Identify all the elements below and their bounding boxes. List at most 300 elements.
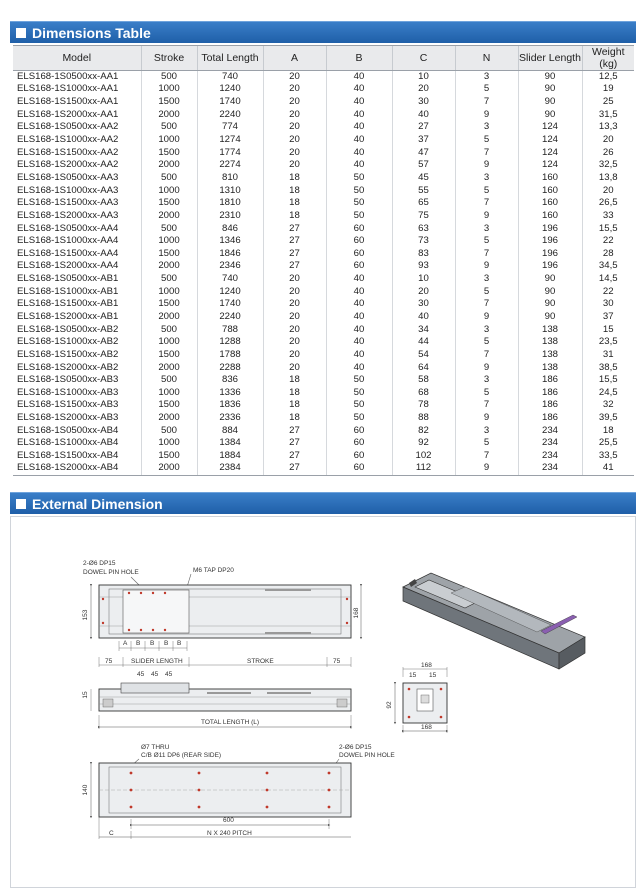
value-cell: 102 [392, 450, 455, 463]
table-body [13, 71, 634, 476]
bottom-dowel-note-1: 2-Ø6 DP15 [339, 744, 372, 751]
value-cell: 124 [518, 134, 582, 147]
table-row [13, 387, 634, 400]
value-cell: 3 [455, 374, 518, 387]
table-row [13, 121, 634, 134]
value-cell: 160 [518, 172, 582, 185]
bottom-cb-note: C/B Ø11 DP6 (REAR SIDE) [141, 752, 222, 759]
value-cell: 60 [326, 260, 392, 273]
value-cell: 90 [518, 285, 582, 298]
value-cell: 73 [392, 235, 455, 248]
model-cell: ELS168-1S1000xx-AA3 [17, 184, 119, 196]
value-cell: 3 [455, 222, 518, 235]
table-row [13, 361, 634, 374]
value-cell: 1500 [141, 197, 197, 210]
value-cell: 3 [455, 121, 518, 134]
column-header: Total Length [197, 46, 263, 71]
column-header: C [392, 46, 455, 71]
model-cell: ELS168-1S1000xx-AA1 [17, 83, 119, 95]
value-cell: 50 [326, 387, 392, 400]
value-cell: 9 [455, 260, 518, 273]
table-row [13, 349, 634, 362]
value-cell: 1500 [141, 450, 197, 463]
value-cell: 500 [141, 323, 197, 336]
value-cell: 138 [518, 349, 582, 362]
top-view [82, 560, 361, 651]
value-cell: 2240 [197, 311, 263, 324]
value-cell: 7 [455, 298, 518, 311]
value-cell: 7 [455, 450, 518, 463]
value-cell: 884 [197, 424, 263, 437]
value-cell: 50 [326, 172, 392, 185]
bottom-thru-note: Ø7 THRU [141, 744, 170, 751]
value-cell: 30 [392, 298, 455, 311]
value-cell: 63 [392, 222, 455, 235]
value-cell: 60 [326, 247, 392, 260]
isometric-view [403, 573, 585, 669]
value-cell: 60 [326, 437, 392, 450]
square-bullet-icon [16, 499, 26, 509]
value-cell: 9 [455, 361, 518, 374]
value-cell: 124 [518, 159, 582, 172]
value-cell: 9 [455, 462, 518, 475]
column-header: A [263, 46, 326, 71]
value-cell: 500 [141, 172, 197, 185]
value-cell: 60 [326, 450, 392, 463]
column-header: Model [13, 46, 141, 71]
value-cell: 26,5 [582, 197, 634, 210]
value-cell: 186 [518, 399, 582, 412]
value-cell: 90 [518, 108, 582, 121]
table-row [13, 146, 634, 159]
value-cell: 5 [455, 387, 518, 400]
model-cell: ELS168-1S1500xx-AA4 [17, 247, 119, 259]
value-cell: 60 [326, 235, 392, 248]
value-cell: 1500 [141, 146, 197, 159]
model-cell: ELS168-1S1000xx-AB1 [17, 285, 119, 297]
table-row [13, 450, 634, 463]
square-bullet-icon [16, 28, 26, 38]
model-cell: ELS168-1S1000xx-AA4 [17, 235, 119, 247]
value-cell: 7 [455, 197, 518, 210]
value-cell: 3 [455, 424, 518, 437]
value-cell: 810 [197, 172, 263, 185]
value-cell: 45 [392, 172, 455, 185]
value-cell: 40 [326, 134, 392, 147]
value-cell: 40 [326, 349, 392, 362]
value-cell: 1740 [197, 298, 263, 311]
value-cell: 500 [141, 222, 197, 235]
table-row [13, 298, 634, 311]
table-row [13, 134, 634, 147]
value-cell: 160 [518, 210, 582, 223]
table-row [13, 96, 634, 109]
table-row [13, 159, 634, 172]
value-cell: 20 [392, 285, 455, 298]
value-cell: 25 [582, 96, 634, 109]
value-cell: 50 [326, 412, 392, 425]
table-row [13, 285, 634, 298]
value-cell: 1000 [141, 83, 197, 96]
value-cell: 9 [455, 108, 518, 121]
value-cell: 1500 [141, 247, 197, 260]
value-cell: 3 [455, 273, 518, 286]
model-cell: ELS168-1S1000xx-AB2 [17, 336, 119, 348]
value-cell: 20 [263, 285, 326, 298]
value-cell: 186 [518, 387, 582, 400]
side-dim-15: 15 [82, 691, 89, 699]
value-cell: 12,5 [582, 71, 634, 84]
value-cell: 90 [518, 311, 582, 324]
model-cell: ELS168-1S1500xx-AA3 [17, 197, 119, 209]
value-cell: 50 [326, 374, 392, 387]
value-cell: 50 [326, 184, 392, 197]
value-cell: 31,5 [582, 108, 634, 121]
value-cell: 20 [263, 83, 326, 96]
value-cell: 57 [392, 159, 455, 172]
value-cell: 196 [518, 247, 582, 260]
table-row [13, 311, 634, 324]
value-cell: 10 [392, 273, 455, 286]
table-row [13, 374, 634, 387]
value-cell: 2240 [197, 108, 263, 121]
table-row [13, 260, 634, 273]
value-cell: 50 [326, 210, 392, 223]
value-cell: 40 [326, 273, 392, 286]
value-cell: 20 [263, 71, 326, 84]
model-cell: ELS168-1S2000xx-AB2 [17, 361, 119, 373]
value-cell: 13,3 [582, 121, 634, 134]
model-cell: ELS168-1S2000xx-AA3 [17, 209, 119, 221]
value-cell: 160 [518, 184, 582, 197]
column-header: Slider Length [518, 46, 582, 71]
value-cell: 2000 [141, 412, 197, 425]
value-cell: 186 [518, 412, 582, 425]
external-dimension-title: External Dimension [32, 495, 163, 512]
top-dowel-note-2: DOWEL PIN HOLE [83, 569, 139, 576]
model-cell: ELS168-1S0500xx-AA2 [17, 121, 119, 133]
value-cell: 24,5 [582, 387, 634, 400]
value-cell: 27 [263, 235, 326, 248]
value-cell: 234 [518, 424, 582, 437]
value-cell: 740 [197, 273, 263, 286]
value-cell: 60 [326, 222, 392, 235]
value-cell: 20 [263, 108, 326, 121]
value-cell: 90 [518, 96, 582, 109]
value-cell: 50 [326, 197, 392, 210]
value-cell: 60 [326, 462, 392, 475]
top-label-b-4: B [177, 640, 182, 647]
end-dim-15-1: 15 [409, 672, 417, 679]
value-cell: 32,5 [582, 159, 634, 172]
value-cell: 22 [582, 235, 634, 248]
model-cell: ELS168-1S2000xx-AA1 [17, 108, 119, 120]
model-cell: ELS168-1S2000xx-AA4 [17, 260, 119, 272]
value-cell: 23,5 [582, 336, 634, 349]
value-cell: 20 [582, 134, 634, 147]
value-cell: 1788 [197, 349, 263, 362]
bottom-label-c: C [109, 830, 114, 837]
value-cell: 2000 [141, 159, 197, 172]
value-cell: 18 [582, 424, 634, 437]
value-cell: 138 [518, 323, 582, 336]
value-cell: 234 [518, 450, 582, 463]
side-view [82, 657, 351, 729]
value-cell: 40 [326, 336, 392, 349]
value-cell: 1000 [141, 387, 197, 400]
value-cell: 40 [392, 311, 455, 324]
model-cell: ELS168-1S0500xx-AB1 [17, 273, 119, 285]
value-cell: 27 [263, 462, 326, 475]
value-cell: 112 [392, 462, 455, 475]
table-header-row [13, 46, 634, 71]
dimensions-table [13, 45, 634, 476]
value-cell: 27 [263, 247, 326, 260]
bottom-dowel-note-2: DOWEL PIN HOLE [339, 752, 395, 759]
value-cell: 2000 [141, 462, 197, 475]
value-cell: 20 [263, 361, 326, 374]
value-cell: 2346 [197, 260, 263, 273]
value-cell: 25,5 [582, 437, 634, 450]
value-cell: 234 [518, 437, 582, 450]
top-tap-note: M6 TAP DP20 [193, 567, 234, 574]
value-cell: 500 [141, 374, 197, 387]
value-cell: 55 [392, 184, 455, 197]
value-cell: 19 [582, 83, 634, 96]
value-cell: 160 [518, 197, 582, 210]
value-cell: 1274 [197, 134, 263, 147]
value-cell: 40 [326, 311, 392, 324]
value-cell: 500 [141, 424, 197, 437]
value-cell: 196 [518, 235, 582, 248]
value-cell: 1000 [141, 134, 197, 147]
table-row [13, 222, 634, 235]
value-cell: 196 [518, 222, 582, 235]
value-cell: 18 [263, 387, 326, 400]
top-view-slider [123, 590, 189, 633]
end-dim-15-2: 15 [429, 672, 437, 679]
value-cell: 1346 [197, 235, 263, 248]
value-cell: 124 [518, 146, 582, 159]
value-cell: 90 [518, 298, 582, 311]
value-cell: 1000 [141, 285, 197, 298]
table-row [13, 437, 634, 450]
value-cell: 500 [141, 121, 197, 134]
value-cell: 27 [263, 222, 326, 235]
value-cell: 3 [455, 172, 518, 185]
model-cell: ELS168-1S1500xx-AB4 [17, 450, 119, 462]
value-cell: 2000 [141, 210, 197, 223]
value-cell: 14,5 [582, 273, 634, 286]
value-cell: 20 [263, 121, 326, 134]
value-cell: 2288 [197, 361, 263, 374]
value-cell: 15 [582, 323, 634, 336]
table-row [13, 336, 634, 349]
value-cell: 33,5 [582, 450, 634, 463]
value-cell: 1884 [197, 450, 263, 463]
value-cell: 7 [455, 146, 518, 159]
side-stroke: STROKE [247, 658, 274, 665]
column-header: Weight (kg) [582, 46, 634, 71]
value-cell: 2000 [141, 361, 197, 374]
value-cell: 27 [392, 121, 455, 134]
value-cell: 68 [392, 387, 455, 400]
value-cell: 1240 [197, 83, 263, 96]
dimensions-table-header [10, 21, 636, 43]
value-cell: 44 [392, 336, 455, 349]
table-row [13, 412, 634, 425]
value-cell: 18 [263, 172, 326, 185]
column-header: B [326, 46, 392, 71]
model-cell: ELS168-1S2000xx-AB1 [17, 310, 119, 322]
table-row [13, 172, 634, 185]
side-view-slider [121, 683, 189, 693]
table-row [13, 247, 634, 260]
model-cell: ELS168-1S1500xx-AB1 [17, 298, 119, 310]
top-dim-153: 153 [82, 609, 89, 621]
value-cell: 50 [326, 399, 392, 412]
value-cell: 33 [582, 210, 634, 223]
value-cell: 196 [518, 260, 582, 273]
column-header: N [455, 46, 518, 71]
value-cell: 5 [455, 83, 518, 96]
value-cell: 75 [392, 210, 455, 223]
value-cell: 58 [392, 374, 455, 387]
value-cell: 30 [582, 298, 634, 311]
value-cell: 774 [197, 121, 263, 134]
value-cell: 1000 [141, 235, 197, 248]
value-cell: 39,5 [582, 412, 634, 425]
value-cell: 40 [326, 71, 392, 84]
table-row [13, 184, 634, 197]
value-cell: 5 [455, 285, 518, 298]
top-label-b-3: B [164, 640, 169, 647]
value-cell: 5 [455, 336, 518, 349]
table-row [13, 323, 634, 336]
model-cell: ELS168-1S0500xx-AB2 [17, 323, 119, 335]
value-cell: 40 [326, 96, 392, 109]
value-cell: 3 [455, 71, 518, 84]
value-cell: 1310 [197, 184, 263, 197]
value-cell: 1288 [197, 336, 263, 349]
model-cell: ELS168-1S1500xx-AA1 [17, 96, 119, 108]
value-cell: 20 [263, 134, 326, 147]
model-cell: ELS168-1S1500xx-AA2 [17, 146, 119, 158]
model-cell: ELS168-1S2000xx-AA2 [17, 159, 119, 171]
value-cell: 18 [263, 184, 326, 197]
value-cell: 10 [392, 71, 455, 84]
model-cell: ELS168-1S1500xx-AB3 [17, 399, 119, 411]
table-row [13, 197, 634, 210]
value-cell: 27 [263, 437, 326, 450]
value-cell: 34 [392, 323, 455, 336]
table-row [13, 399, 634, 412]
top-label-a: A [123, 640, 128, 647]
value-cell: 846 [197, 222, 263, 235]
value-cell: 15,5 [582, 374, 634, 387]
value-cell: 5 [455, 437, 518, 450]
value-cell: 1240 [197, 285, 263, 298]
dimensions-table-title: Dimensions Table [32, 24, 151, 41]
value-cell: 1500 [141, 399, 197, 412]
value-cell: 40 [326, 361, 392, 374]
model-cell: ELS168-1S1000xx-AB4 [17, 437, 119, 449]
value-cell: 37 [392, 134, 455, 147]
side-dim-45-2: 45 [151, 671, 159, 678]
value-cell: 22 [582, 285, 634, 298]
value-cell: 26 [582, 146, 634, 159]
value-cell: 20 [263, 298, 326, 311]
model-cell: ELS168-1S1000xx-AA2 [17, 134, 119, 146]
value-cell: 5 [455, 184, 518, 197]
value-cell: 83 [392, 247, 455, 260]
bottom-pitch: N X 240 PITCH [207, 830, 252, 837]
table-row [13, 424, 634, 437]
value-cell: 20 [263, 159, 326, 172]
value-cell: 1774 [197, 146, 263, 159]
side-slider-length: SLIDER LENGTH [131, 658, 183, 665]
value-cell: 1500 [141, 349, 197, 362]
value-cell: 82 [392, 424, 455, 437]
value-cell: 27 [263, 260, 326, 273]
model-cell: ELS168-1S0500xx-AA1 [17, 71, 119, 83]
model-cell: ELS168-1S2000xx-AB3 [17, 412, 119, 424]
top-dim-168: 168 [353, 607, 360, 619]
end-dim-92: 92 [386, 701, 393, 709]
model-cell: ELS168-1S0500xx-AA3 [17, 171, 119, 183]
table-row [13, 235, 634, 248]
value-cell: 64 [392, 361, 455, 374]
value-cell: 1500 [141, 96, 197, 109]
value-cell: 1000 [141, 336, 197, 349]
value-cell: 7 [455, 247, 518, 260]
value-cell: 9 [455, 412, 518, 425]
value-cell: 138 [518, 361, 582, 374]
value-cell: 7 [455, 96, 518, 109]
model-cell: ELS168-1S0500xx-AB3 [17, 374, 119, 386]
value-cell: 20 [263, 146, 326, 159]
value-cell: 9 [455, 210, 518, 223]
value-cell: 1836 [197, 399, 263, 412]
value-cell: 18 [263, 197, 326, 210]
value-cell: 92 [392, 437, 455, 450]
value-cell: 41 [582, 462, 634, 475]
value-cell: 18 [263, 399, 326, 412]
value-cell: 60 [326, 424, 392, 437]
value-cell: 788 [197, 323, 263, 336]
table-row [13, 210, 634, 223]
value-cell: 1740 [197, 96, 263, 109]
value-cell: 65 [392, 197, 455, 210]
value-cell: 7 [455, 349, 518, 362]
value-cell: 47 [392, 146, 455, 159]
value-cell: 18 [263, 412, 326, 425]
value-cell: 124 [518, 121, 582, 134]
value-cell: 1846 [197, 247, 263, 260]
value-cell: 1384 [197, 437, 263, 450]
value-cell: 1810 [197, 197, 263, 210]
table-row [13, 83, 634, 96]
technical-drawing [11, 517, 637, 889]
end-dim-168-bottom: 168 [421, 724, 432, 731]
top-label-b-2: B [150, 640, 155, 647]
value-cell: 5 [455, 134, 518, 147]
value-cell: 40 [326, 83, 392, 96]
value-cell: 27 [263, 450, 326, 463]
value-cell: 20 [263, 311, 326, 324]
model-cell: ELS168-1S0500xx-AB4 [17, 424, 119, 436]
value-cell: 234 [518, 462, 582, 475]
